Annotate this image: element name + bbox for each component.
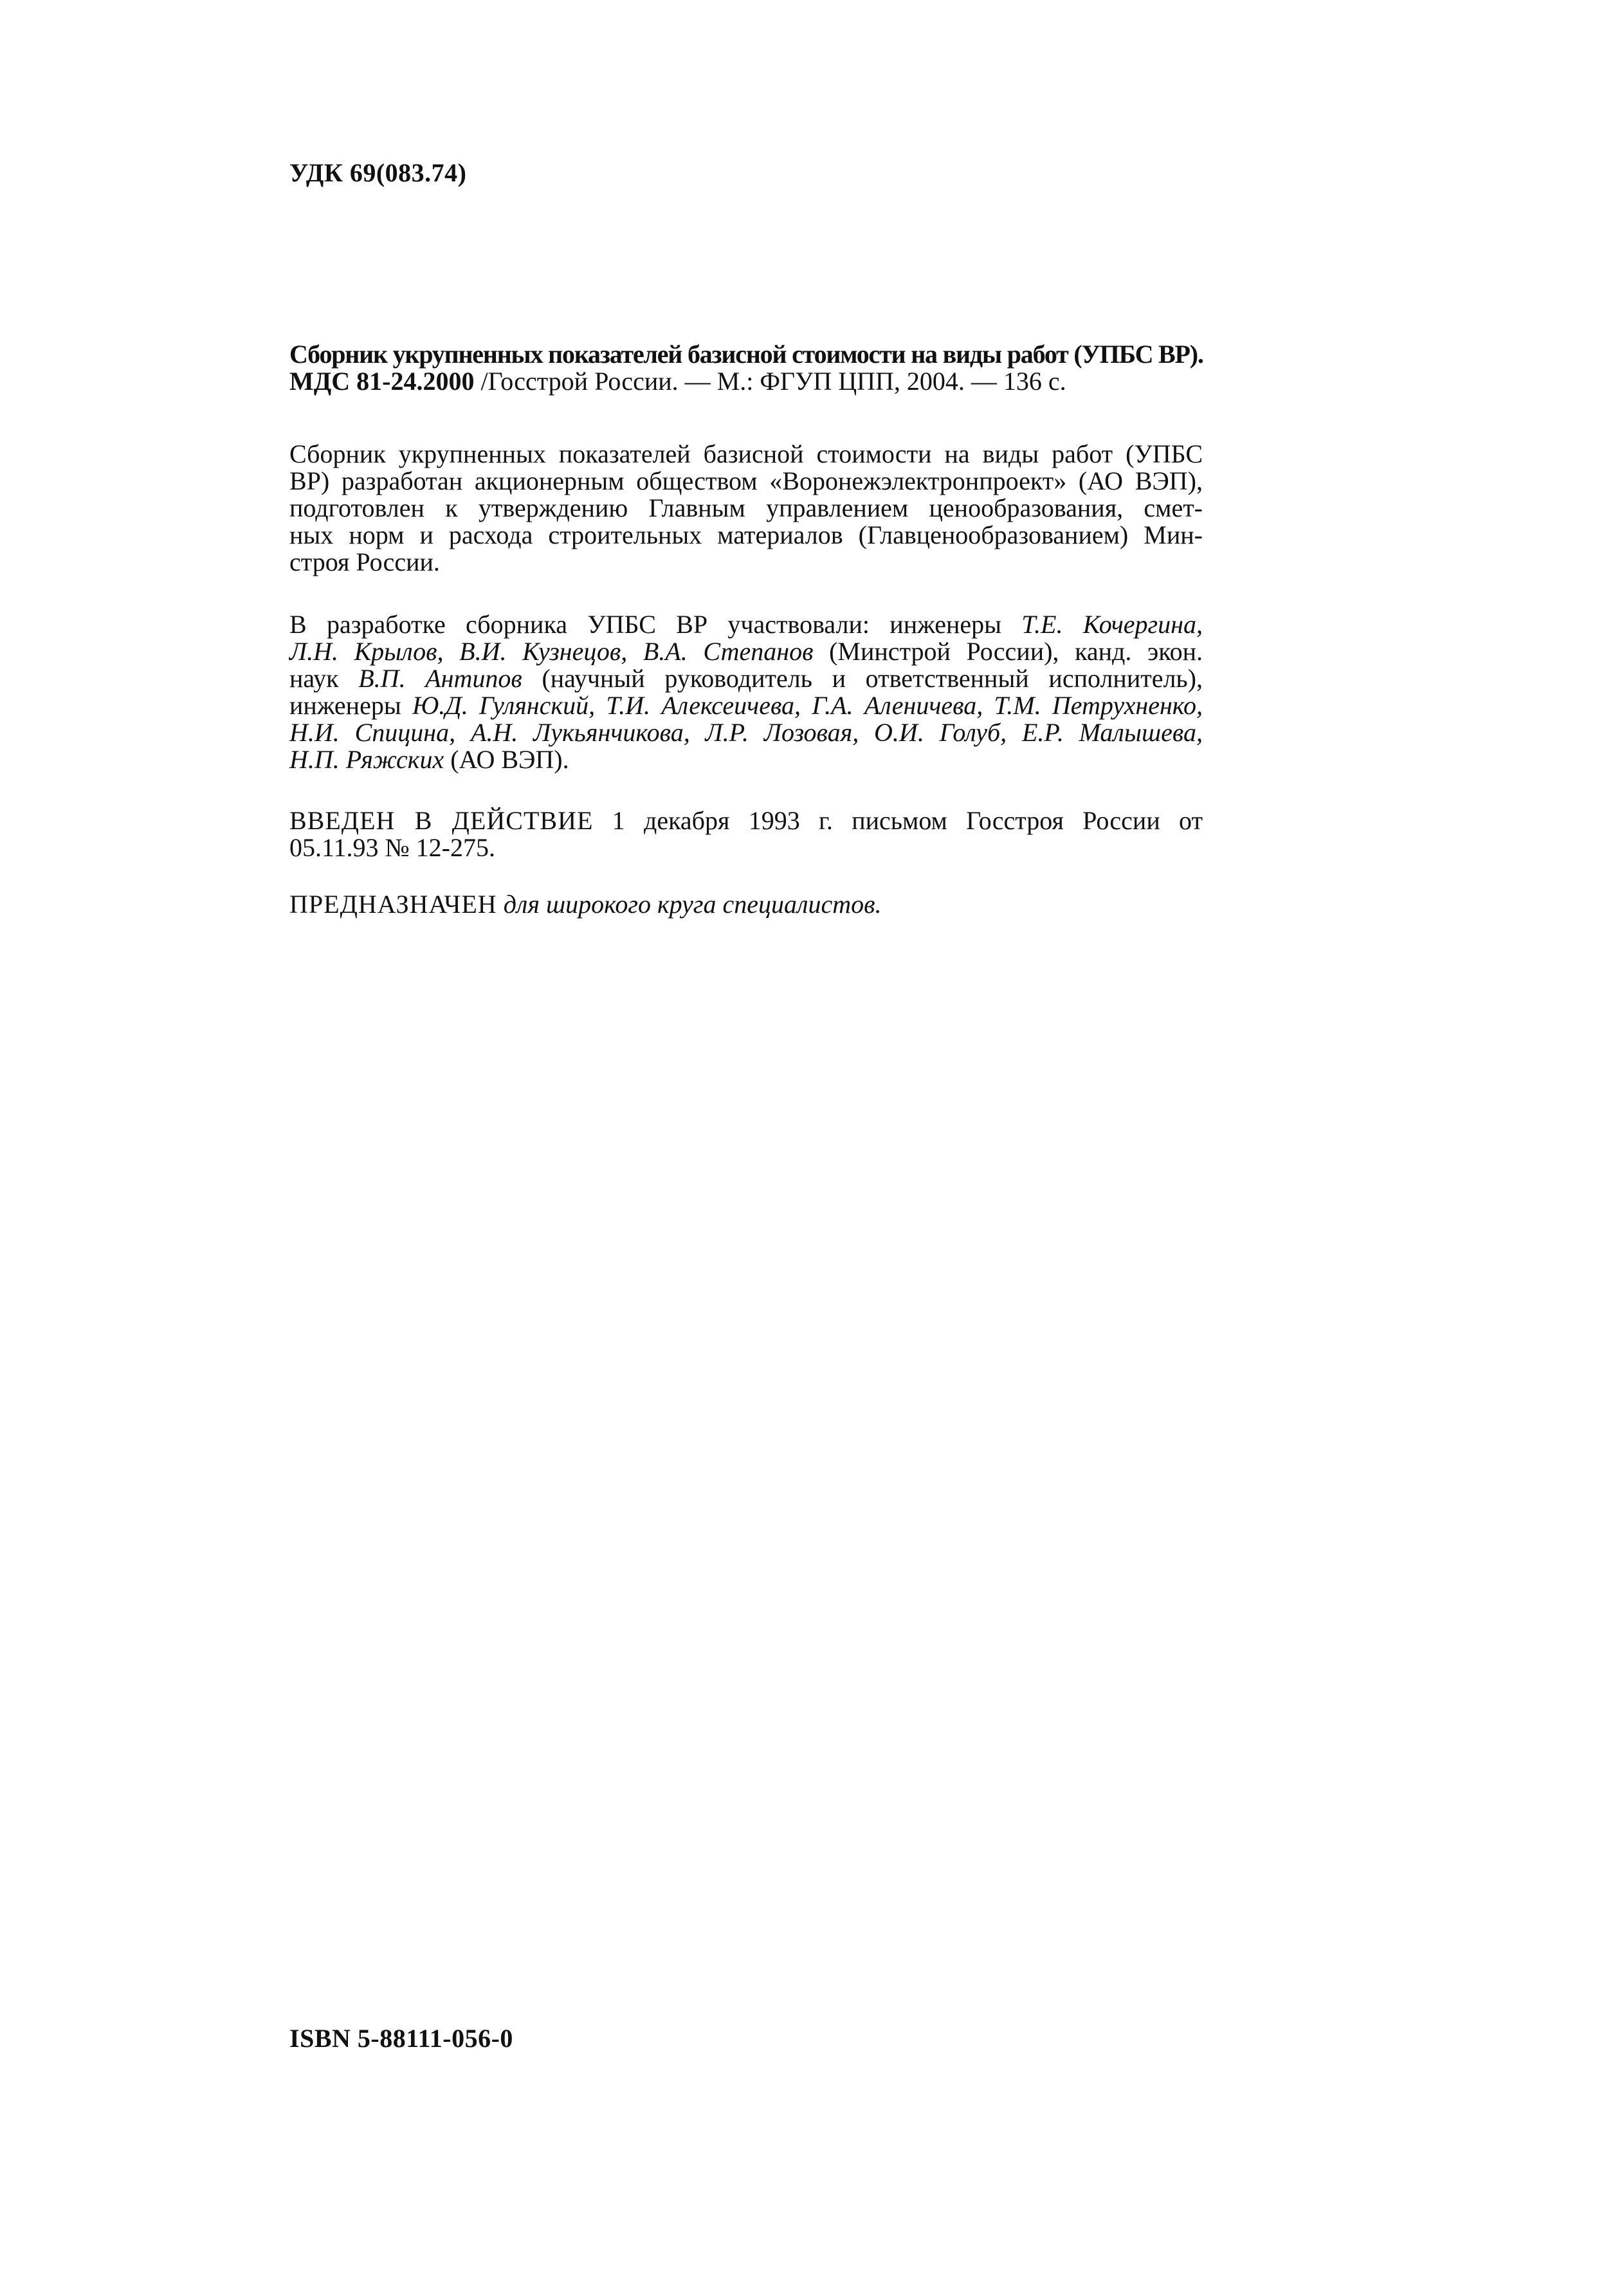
description-line: Сборник укрупненных показателей базисной стоимости на виды работ (УПБС	[289, 439, 1203, 468]
enactment-paragraph	[289, 807, 1203, 861]
description-line: строя России.	[289, 547, 440, 576]
document-code: МДС 81-24.2000	[289, 367, 475, 396]
description-line: подготовлен к утверждению Главным управлением ценообразования, смет-	[289, 493, 1203, 522]
udk-code: УДК 69(083.74)	[289, 158, 467, 187]
audience-text: для широкого круга специалистов.	[497, 890, 882, 919]
enactment-text: 1 декабря 1993 г. письмом Госстроя России от	[593, 806, 1203, 835]
author-names: Т.Е. Кочергина,	[1021, 610, 1203, 639]
author-names: Н.П. Ряжских	[289, 745, 444, 774]
audience-label: ПРЕДНАЗНАЧЕН	[289, 890, 497, 919]
description-line: ВР) разработан акционерным обществом «Воронежэлектронпроект» (АО ВЭП),	[289, 466, 1203, 495]
enactment-line	[289, 807, 1203, 834]
audience-line	[289, 891, 1203, 918]
bibliographic-record	[289, 341, 1203, 395]
enactment-line: 05.11.93 № 12-275.	[289, 833, 495, 862]
author-names: Л.Н. Крылов, В.И. Кузнецов, В.А. Степанов	[289, 637, 814, 666]
author-names: Ю.Д. Гулянский, Т.И. Алексеичева, Г.А. Аленичева, Т.М. Петрухненко,	[412, 691, 1203, 720]
authors-text: В разработке сборника УПБС ВР участвовали: инженеры	[289, 610, 1022, 639]
authors-text: инженеры	[289, 691, 413, 720]
authors-line	[289, 719, 1203, 746]
isbn-number: ISBN 5-88111-056-0	[289, 2024, 513, 2053]
description-line: ных норм и расхода строительных материалов (Главценообразованием) Мин-	[289, 520, 1203, 549]
authors-text: (Минстрой России), канд. экон.	[813, 637, 1203, 666]
authors-line	[289, 746, 1203, 773]
author-names: Н.И. Спицина, А.Н. Лукьянчикова, Л.Р. Лозовая, О.И. Голуб, Е.Р. Малышева,	[289, 718, 1203, 747]
collection-title: Сборник укрупненных показателей базисной стоимости на виды работ (УПБС ВР).	[289, 340, 1203, 369]
authors-line	[289, 692, 1203, 719]
authors-text: (научный руководитель и ответственный исполнитель),	[522, 664, 1203, 693]
description-paragraph	[289, 441, 1203, 576]
enactment-label: ВВЕДЕН В ДЕЙСТВИЕ	[289, 806, 594, 835]
authors-text: (АО ВЭП).	[444, 745, 569, 774]
authors-line	[289, 665, 1203, 692]
publication-line	[289, 368, 1203, 395]
audience-paragraph	[289, 891, 1203, 918]
authors-paragraph	[289, 611, 1203, 773]
authors-line	[289, 638, 1203, 665]
authors-line	[289, 611, 1203, 638]
publisher-info: /Госстрой России. — М.: ФГУП ЦПП, 2004. — 136 с.	[474, 367, 1066, 396]
author-names: В.П. Антипов	[358, 664, 522, 693]
authors-text: наук	[289, 664, 359, 693]
